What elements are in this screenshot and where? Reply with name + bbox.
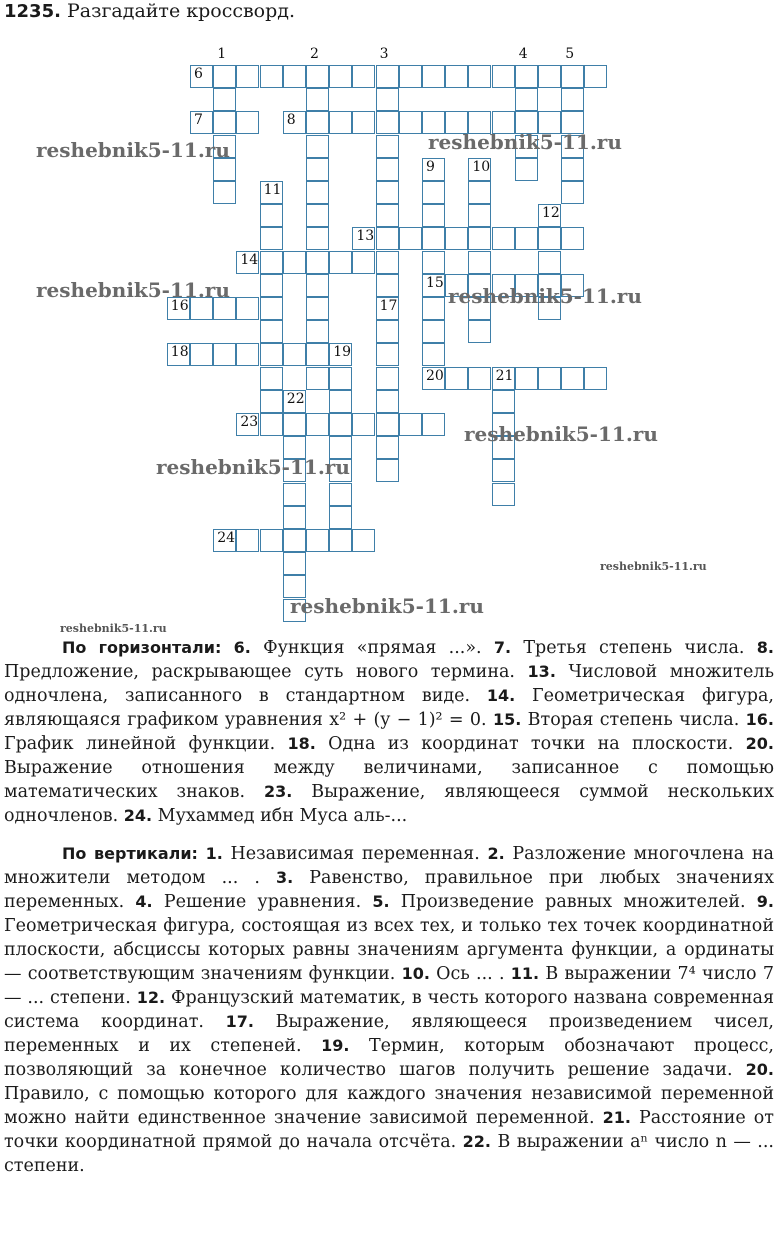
crossword-cell[interactable] — [468, 204, 491, 227]
clue-number: 3. — [275, 868, 294, 887]
crossword-cell[interactable] — [561, 181, 584, 204]
clue-text: Расстояние от точки координатной прямой до начала отсчёта. — [4, 1108, 774, 1152]
crossword-cell[interactable] — [538, 227, 561, 250]
crossword-number: 23 — [240, 414, 259, 430]
clue-text: Произведение равных множителей. — [400, 892, 746, 912]
vertical-title: По вертикали: — [62, 844, 198, 863]
clue-text: Французский математик, в честь которого названа современная система координат. — [4, 988, 774, 1032]
crossword-cell[interactable] — [306, 251, 329, 274]
crossword-cell[interactable] — [213, 181, 236, 204]
crossword-cell[interactable] — [260, 390, 283, 413]
crossword-number: 20 — [426, 367, 444, 384]
clue-text: Мухаммед ибн Муса аль-... — [157, 806, 408, 826]
watermark-text: reshebnik5-11.ru — [448, 284, 642, 308]
clue-number: 12. — [136, 988, 166, 1007]
clue-text: Независимая переменная. — [230, 844, 480, 864]
crossword-cell[interactable] — [306, 320, 329, 343]
crossword-cell[interactable] — [376, 158, 399, 181]
crossword-cell[interactable] — [329, 483, 352, 506]
clue-text: Выражение, являющееся произведением чисел, переменных и их степеней. — [4, 1012, 774, 1056]
crossword-cell[interactable] — [492, 227, 515, 250]
clue-number: 11. — [510, 964, 540, 983]
crossword-cell[interactable] — [283, 529, 306, 552]
crossword-cell[interactable] — [468, 251, 491, 274]
crossword-cell[interactable] — [515, 88, 538, 111]
crossword-cell[interactable] — [561, 367, 584, 390]
clue-number: 18. — [287, 734, 316, 753]
crossword-cell[interactable] — [492, 459, 515, 482]
clue-number: 20. — [745, 1060, 774, 1079]
crossword-number: 4 — [518, 45, 528, 62]
crossword-number: 18 — [170, 344, 189, 361]
crossword-cell[interactable] — [376, 204, 399, 227]
crossword-cell[interactable] — [306, 111, 329, 134]
crossword-cell[interactable] — [283, 506, 306, 529]
clue-text: Одна из координат точки на плоскости. — [328, 734, 734, 754]
crossword-cell[interactable] — [306, 204, 329, 227]
crossword-number: 5 — [565, 45, 575, 62]
watermark-text: reshebnik5-11.ru — [156, 455, 350, 479]
crossword-cell[interactable] — [515, 158, 538, 181]
crossword-cell[interactable] — [260, 343, 283, 366]
crossword-cell[interactable] — [376, 135, 399, 158]
clue-number: 13. — [527, 662, 556, 681]
watermark-text: reshebnik5-11.ru — [36, 278, 230, 302]
crossword-number: 21 — [495, 367, 514, 384]
crossword-cell[interactable] — [260, 227, 283, 250]
crossword-cell[interactable] — [584, 367, 607, 390]
crossword-cell[interactable] — [260, 204, 283, 227]
crossword-cell[interactable] — [213, 343, 236, 366]
crossword-cell[interactable] — [329, 65, 352, 88]
clue-number: 22. — [462, 1132, 491, 1151]
crossword-cell[interactable] — [515, 227, 538, 250]
clue-text: Предложение, раскрывающее суть нового термина. — [4, 662, 515, 682]
crossword-cell[interactable] — [376, 251, 399, 274]
crossword-cell[interactable] — [468, 181, 491, 204]
crossword-cell[interactable] — [422, 251, 445, 274]
crossword-cell[interactable] — [445, 367, 468, 390]
clue-text: Ось ... . — [436, 964, 505, 984]
crossword-cell[interactable] — [376, 367, 399, 390]
crossword-cell[interactable] — [445, 65, 468, 88]
crossword-cell[interactable] — [306, 158, 329, 181]
crossword-cell[interactable] — [376, 459, 399, 482]
clue-text: Числовой множитель одночлена, записанного в стандартном виде. — [4, 662, 774, 706]
clue-number: 16. — [745, 710, 774, 729]
crossword-cell[interactable] — [561, 65, 584, 88]
crossword-cell[interactable] — [283, 343, 306, 366]
crossword-cell[interactable] — [352, 413, 375, 436]
crossword-cell[interactable] — [376, 320, 399, 343]
crossword-cell[interactable] — [422, 320, 445, 343]
crossword-cell[interactable] — [236, 529, 259, 552]
crossword-cell[interactable] — [190, 343, 213, 366]
crossword-cell[interactable] — [260, 65, 283, 88]
clue-text: Выражение, являющееся суммой нескольких одночленов. — [4, 782, 774, 826]
clue-number: 4. — [135, 892, 153, 911]
crossword-cell[interactable] — [283, 413, 306, 436]
watermark-text: reshebnik5-11.ru — [600, 560, 707, 573]
crossword-cell[interactable] — [422, 204, 445, 227]
crossword-cell[interactable] — [260, 274, 283, 297]
crossword-cell[interactable] — [260, 297, 283, 320]
crossword-cell[interactable] — [352, 65, 375, 88]
clue-number: 17. — [225, 1012, 254, 1031]
crossword-cell[interactable] — [352, 529, 375, 552]
task-text: Разгадайте кроссворд. — [66, 0, 296, 22]
vertical-clues — [4, 842, 774, 1178]
crossword-cell[interactable] — [561, 158, 584, 181]
crossword-cell[interactable] — [329, 111, 352, 134]
crossword-cell[interactable] — [515, 367, 538, 390]
crossword-cell[interactable] — [561, 88, 584, 111]
crossword-cell[interactable] — [422, 343, 445, 366]
crossword-cell[interactable] — [376, 111, 399, 134]
task-number: 1235. — [4, 1, 61, 22]
crossword-cell[interactable] — [445, 227, 468, 250]
clue-text: Правило, с помощью которого для каждого значения независимой переменной можно найти единственное значение зависимой переменной. — [4, 1084, 774, 1128]
crossword-cell[interactable] — [283, 251, 306, 274]
crossword-cell[interactable] — [468, 65, 491, 88]
watermark-text: reshebnik5-11.ru — [428, 130, 622, 154]
crossword-number: 2 — [310, 45, 319, 62]
crossword-cell[interactable] — [260, 320, 283, 343]
crossword-number: 22 — [286, 390, 305, 407]
clue-text: Термин, которым обозначают процесс, позволяющий за конечное количество шагов получить решение задачи. — [4, 1036, 774, 1080]
crossword-cell[interactable] — [306, 529, 329, 552]
crossword-number: 24 — [217, 530, 236, 546]
crossword-cell[interactable] — [329, 251, 352, 274]
crossword-cell[interactable] — [306, 343, 329, 366]
clue-number: 10. — [401, 964, 430, 983]
crossword-cell[interactable] — [376, 65, 399, 88]
crossword-cell[interactable] — [422, 65, 445, 88]
crossword-cell[interactable] — [376, 436, 399, 459]
clue-number: 19. — [321, 1036, 350, 1055]
crossword-cell[interactable] — [376, 181, 399, 204]
crossword-cell[interactable] — [306, 413, 329, 436]
crossword-number: 13 — [356, 228, 375, 245]
crossword-cell[interactable] — [306, 274, 329, 297]
clue-number: 20. — [745, 734, 774, 753]
crossword-cell[interactable] — [306, 65, 329, 88]
horizontal-title: По горизонтали: — [62, 638, 222, 657]
clue-number: 14. — [486, 686, 516, 705]
crossword-number: 7 — [194, 112, 203, 129]
crossword-number: 14 — [240, 251, 259, 268]
crossword-cell[interactable] — [422, 227, 445, 250]
crossword-cell[interactable] — [492, 483, 515, 506]
watermark-text: reshebnik5-11.ru — [36, 138, 230, 162]
crossword-cell[interactable] — [492, 65, 515, 88]
crossword-cell[interactable] — [376, 227, 399, 250]
crossword-cell[interactable] — [213, 88, 236, 111]
clue-number: 15. — [492, 710, 522, 729]
crossword-cell[interactable] — [399, 111, 422, 134]
crossword-cell[interactable] — [538, 65, 561, 88]
crossword-cell[interactable] — [399, 413, 422, 436]
clue-number: 5. — [372, 892, 390, 911]
clue-text: Геометрическая фигура, являющаяся графиком уравнения x² + (y − 1)² = 0. — [4, 686, 774, 730]
crossword-cell[interactable] — [329, 529, 352, 552]
clue-text: В выражении 7⁴ число 7 — ... степени. — [4, 964, 774, 1008]
crossword-cell[interactable] — [283, 552, 306, 575]
crossword-cell[interactable] — [422, 297, 445, 320]
crossword-number: 1 — [217, 45, 227, 62]
crossword-cell[interactable] — [213, 65, 236, 88]
clue-text: Геометрическая фигура, состоящая из всех тех, и только тех точек координатной плоскости, абсциссы которых равны значениям аргумента функции, а ординаты — соответствующим значениям функции. — [4, 916, 774, 984]
clue-number: 21. — [602, 1108, 631, 1127]
crossword-cell[interactable] — [260, 251, 283, 274]
crossword-cell[interactable] — [561, 227, 584, 250]
crossword-number: 9 — [426, 158, 435, 175]
crossword-number: 19 — [333, 344, 352, 361]
crossword-cell[interactable] — [283, 65, 306, 88]
clues-block — [4, 636, 774, 1178]
crossword-cell[interactable] — [399, 227, 422, 250]
clue-number: 8. — [756, 638, 774, 657]
clue-text: График линейной функции. — [4, 734, 276, 754]
clue-number: 7. — [493, 638, 512, 657]
clue-number: 9. — [756, 892, 774, 911]
crossword-number: 12 — [542, 205, 560, 222]
clue-text: Функция «прямая ...». — [263, 638, 482, 658]
clue-number: 2. — [487, 844, 505, 863]
crossword-cell[interactable] — [376, 88, 399, 111]
crossword-cell[interactable] — [306, 297, 329, 320]
clue-number: 6. — [233, 638, 251, 657]
crossword-number: 17 — [379, 298, 398, 314]
crossword-cell[interactable] — [306, 181, 329, 204]
clue-text: Выражение отношения между величинами, записанное с помощью математических знаков. — [4, 758, 774, 802]
crossword-cell[interactable] — [538, 367, 561, 390]
crossword-cell[interactable] — [422, 181, 445, 204]
crossword-cell[interactable] — [352, 251, 375, 274]
crossword-cell[interactable] — [260, 529, 283, 552]
crossword-cell[interactable] — [584, 65, 607, 88]
crossword-cell[interactable] — [329, 390, 352, 413]
crossword-cell[interactable] — [306, 135, 329, 158]
crossword-cell[interactable] — [213, 111, 236, 134]
crossword-cell[interactable] — [306, 227, 329, 250]
crossword-cell[interactable] — [515, 65, 538, 88]
crossword-cell[interactable] — [376, 390, 399, 413]
crossword-cell[interactable] — [236, 297, 259, 320]
crossword-cell[interactable] — [306, 367, 329, 390]
clue-text: Разложение многочлена на множители методом ... . — [4, 844, 774, 888]
crossword-cell[interactable] — [492, 390, 515, 413]
clue-number: 23. — [263, 782, 293, 801]
watermark-text: reshebnik5-11.ru — [290, 594, 484, 618]
watermark-text: reshebnik5-11.ru — [464, 422, 658, 446]
crossword-number: 10 — [472, 158, 491, 175]
crossword-cell[interactable] — [329, 506, 352, 529]
watermark-text: reshebnik5-11.ru — [60, 622, 167, 635]
crossword-cell[interactable] — [376, 274, 399, 297]
clue-text: Равенство, правильное при любых значениях переменных. — [4, 868, 774, 912]
crossword-number: 16 — [170, 298, 189, 314]
crossword-number: 3 — [379, 45, 389, 62]
clue-text: В выражении aⁿ число n — ... степени. — [4, 1132, 774, 1176]
clue-text: Вторая степень числа. — [527, 710, 740, 730]
crossword-number: 8 — [286, 112, 296, 129]
crossword-cell[interactable] — [468, 367, 491, 390]
crossword-cell[interactable] — [236, 111, 259, 134]
crossword-cell[interactable] — [399, 65, 422, 88]
crossword-cell[interactable] — [352, 111, 375, 134]
clue-text: Решение уравнения. — [163, 892, 362, 912]
crossword-number: 15 — [426, 274, 444, 291]
crossword-cell[interactable] — [468, 227, 491, 250]
crossword-cell[interactable] — [376, 343, 399, 366]
crossword-cell[interactable] — [260, 367, 283, 390]
clue-number: 1. — [205, 844, 223, 863]
crossword-cell[interactable] — [422, 413, 445, 436]
crossword-cell[interactable] — [236, 343, 259, 366]
clue-text: Третья степень числа. — [523, 638, 745, 658]
crossword-cell[interactable] — [283, 483, 306, 506]
crossword-cell[interactable] — [260, 413, 283, 436]
crossword-cell[interactable] — [236, 65, 259, 88]
crossword-cell[interactable] — [306, 88, 329, 111]
horizontal-clues — [4, 636, 774, 828]
crossword-number: 6 — [194, 66, 203, 82]
crossword-cell[interactable] — [329, 367, 352, 390]
crossword-cell[interactable] — [376, 413, 399, 436]
clue-number: 24. — [123, 806, 153, 825]
crossword-cell[interactable] — [468, 320, 491, 343]
crossword-cell[interactable] — [538, 251, 561, 274]
crossword-cell[interactable] — [329, 413, 352, 436]
crossword-number: 11 — [263, 182, 282, 198]
